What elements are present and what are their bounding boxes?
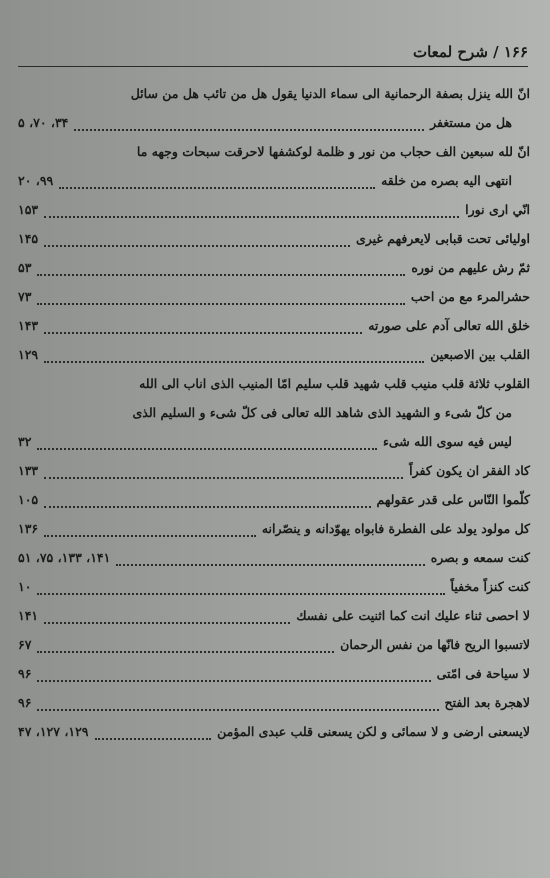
index-entry xyxy=(18,227,530,256)
entry-page-numbers: ۱۴۱، ۱۳۳، ۷۵، ۵۱ xyxy=(18,550,111,565)
entry-text: هل من مستغفر xyxy=(430,115,512,130)
entry-text: لايسعنى ارضى و لا سمائى و لكن يسعنى قلب عبدى المؤمن xyxy=(217,724,530,739)
page-header-title: ۱۶۶ / شرح لمعات xyxy=(412,43,528,61)
entry-text: انّي ارى نورا xyxy=(465,202,530,217)
entry-text: ليس فيه سوى الله شىء xyxy=(383,434,512,449)
entry-page-numbers: ۵۳ xyxy=(18,260,32,275)
entry-page-numbers: ۱۲۹ xyxy=(18,347,39,362)
entry-text: من كلّ شىء و الشهيد الذى شاهد الله تعالى فى كلّ شىء و السليم الذى xyxy=(132,405,512,420)
index-entry xyxy=(18,256,530,285)
dot-leader xyxy=(37,302,405,305)
entry-text: كاد الفقر ان يكون كفراً xyxy=(409,463,530,478)
dot-leader xyxy=(95,737,211,740)
dot-leader xyxy=(37,650,334,653)
dot-leader xyxy=(44,505,371,508)
index-entry xyxy=(18,169,530,198)
dot-leader xyxy=(74,128,424,131)
entry-page-numbers: ۱۲۹، ۱۲۷، ۴۷ xyxy=(18,724,89,739)
index-entry xyxy=(18,546,530,575)
entry-text: انّ الله ينزل بصفة الرحمانية الى سماء الدنيا يقول هل من تائب هل من سائل xyxy=(130,86,530,101)
dot-leader xyxy=(59,186,375,189)
index-entry xyxy=(18,575,530,604)
dot-leader xyxy=(44,534,256,537)
index-entry xyxy=(18,82,530,111)
index-entry xyxy=(18,111,530,140)
index-entry xyxy=(18,401,530,430)
entry-page-numbers: ۷۳ xyxy=(18,289,32,304)
dot-leader xyxy=(44,621,290,624)
entry-text: انتهى اليه بصره من خلقه xyxy=(381,173,512,188)
entry-text: حشرالمرء مع من احب xyxy=(410,289,530,304)
index-entry xyxy=(18,691,530,720)
dot-leader xyxy=(116,563,425,566)
entry-page-numbers: ۶۷ xyxy=(18,637,32,652)
entry-text: القلوب ثلاثة قلب منيب قلب شهيد قلب سليم امّا المنيب الذى اناب الى الله xyxy=(139,376,530,391)
entry-text: القلب بين الاصبعين xyxy=(430,347,530,362)
index-entry xyxy=(18,430,530,459)
dot-leader xyxy=(37,592,445,595)
entry-text: كنت كنزاً مخفياً xyxy=(450,579,530,594)
entry-text: كلّموا النّاس على قدر عقولهم xyxy=(376,492,530,507)
entry-page-numbers: ۱۴۳ xyxy=(18,318,39,333)
index-entry xyxy=(18,488,530,517)
entry-page-numbers: ۱۵۳ xyxy=(18,202,39,217)
entry-page-numbers: ۹۶ xyxy=(18,695,32,710)
entry-page-numbers: ۹۶ xyxy=(18,666,32,681)
entry-text: انّ لله سبعين الف حجاب من نور و ظلمة لوكشفها لاحرقت سبحات وجهه ما xyxy=(136,144,530,159)
index-entry xyxy=(18,140,530,169)
entry-page-numbers: ۱۴۵ xyxy=(18,231,39,246)
entry-page-numbers: ۱۰۵ xyxy=(18,492,39,507)
entry-text: خلق الله تعالى آدم على صورته xyxy=(368,318,530,333)
entry-text: لاتسبوا الريح فانّها من نفس الرحمان xyxy=(340,637,530,652)
entry-text: لا احصى ثناء عليك انت كما اثنيت على نفسك xyxy=(296,608,530,623)
entry-text: ثمّ رش عليهم من نوره xyxy=(411,260,530,275)
dot-leader xyxy=(44,244,350,247)
entry-text: لا سياحة فى امّتى xyxy=(436,666,530,681)
entry-page-numbers: ۹۹، ۲۰ xyxy=(18,173,54,188)
index-entry xyxy=(18,517,530,546)
index-entry xyxy=(18,285,530,314)
hadith-index-list xyxy=(18,82,530,749)
dot-leader xyxy=(44,331,362,334)
index-entry xyxy=(18,633,530,662)
entry-page-numbers: ۱۴۱ xyxy=(18,608,39,623)
entry-page-numbers: ۱۳۶ xyxy=(18,521,39,536)
entry-text: كل مولود يولد على الفطرة فابواه يهوّدانه و ينصّرانه xyxy=(261,521,530,536)
index-entry xyxy=(18,459,530,488)
dot-leader xyxy=(44,360,424,363)
dot-leader xyxy=(37,273,405,276)
index-entry xyxy=(18,198,530,227)
page-header xyxy=(18,40,528,67)
index-entry xyxy=(18,662,530,691)
index-entry xyxy=(18,720,530,749)
index-entry xyxy=(18,343,530,372)
entry-text: لاهجرة بعد الفتح xyxy=(444,695,530,710)
dot-leader xyxy=(37,447,377,450)
index-entry xyxy=(18,604,530,633)
entry-page-numbers: ۳۲ xyxy=(18,434,32,449)
entry-page-numbers: ۳۴، ۷۰، ۵ xyxy=(18,115,69,130)
entry-page-numbers: ۱۰ xyxy=(18,579,32,594)
entry-page-numbers: ۱۳۳ xyxy=(18,463,39,478)
entry-text: كنت سمعه و بصره xyxy=(430,550,530,565)
dot-leader xyxy=(44,476,403,479)
dot-leader xyxy=(37,708,439,711)
index-entry xyxy=(18,314,530,343)
dot-leader xyxy=(44,215,459,218)
dot-leader xyxy=(37,679,431,682)
index-entry xyxy=(18,372,530,401)
entry-text: اوليائى تحت قبابى لايعرفهم غيرى xyxy=(355,231,530,246)
